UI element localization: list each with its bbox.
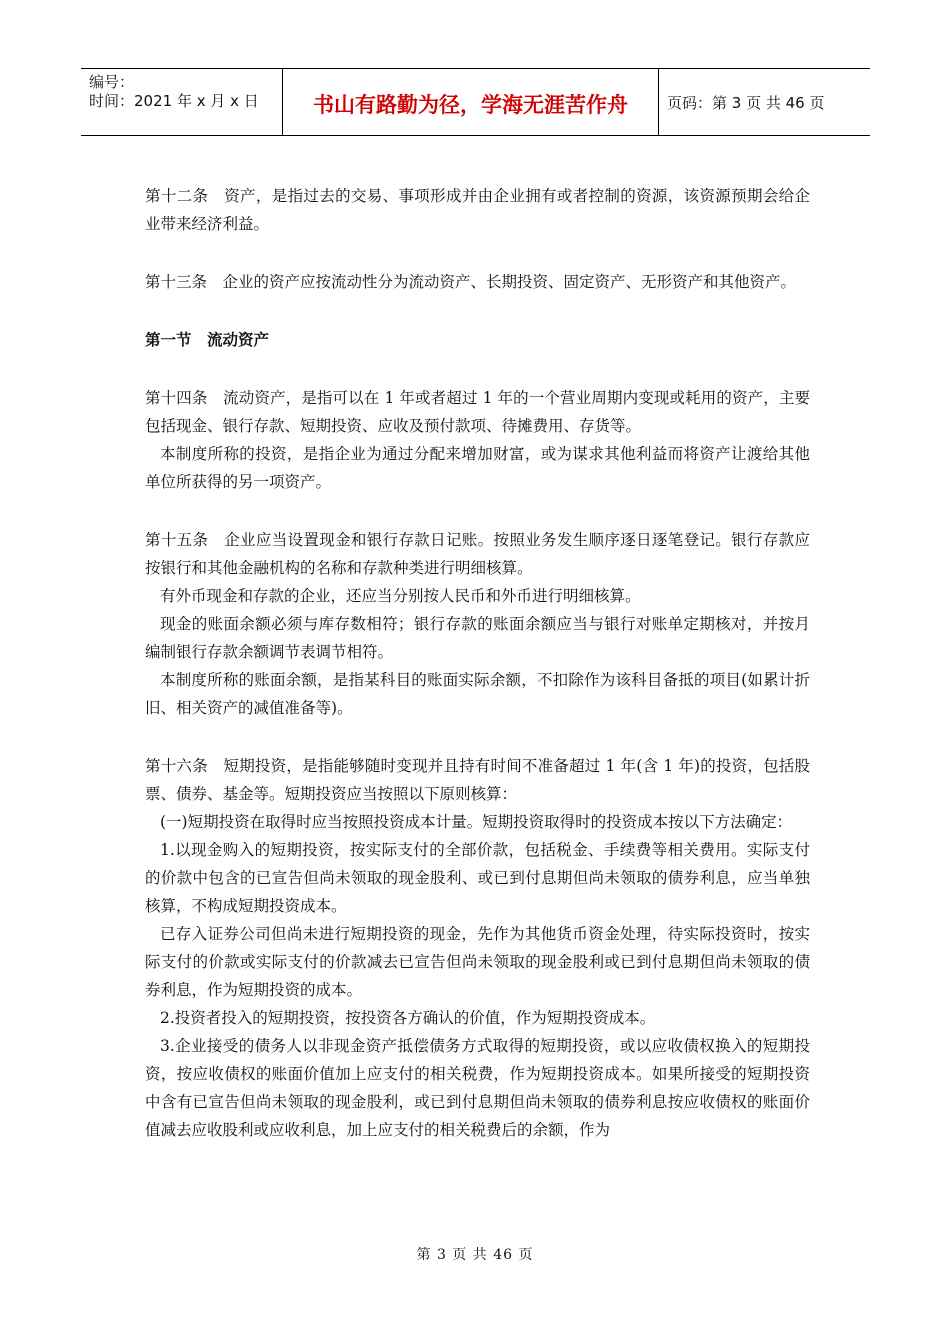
article-16: 第十六条 短期投资，是指能够随时变现并且持有时间不准备超过 1 年(含 1 年)的投资，包括股票、债券、基金等。短期投资应当按照以下原则核算： — [145, 757, 810, 803]
serial-label: 编号： — [89, 73, 135, 91]
article-16-paragraph: 已存入证券公司但尚未进行短期投资的现金，先作为其他货币资金处理，待实际投资时，按实际支付的价款或实际支付的价款减去已宣告但尚未领取的现金股利或已到付息期但尚未领取的债券利息，作为短期投资的成本。 — [145, 925, 810, 999]
article-15-paragraph: 本制度所称的账面余额，是指某科目的账面实际余额，不扣除作为该科目备抵的项目(如累计折旧、相关资产的减值准备等)。 — [145, 671, 810, 717]
article-15-paragraph: 现金的账面余额必须与库存数相符；银行存款的账面余额应当与银行对账单定期核对，并按月编制银行存款余额调节表调节相符。 — [145, 615, 810, 661]
date-line: 时间：2021 年 x 月 x 日 — [89, 92, 259, 110]
article-15-paragraph: 有外币现金和存款的企业，还应当分别按人民币和外币进行明细核算。 — [160, 587, 641, 605]
article-16-paragraph: 3.企业接受的债务人以非现金资产抵偿债务方式取得的短期投资，或以应收债权换入的短期投资，按应收债权的账面价值加上应支付的相关税费，作为短期投资成本。如果所接受的短期投资中含有已宣告但尚未领取的现金股利，或已到付息期但尚未领取的债券利息按应收债权的账面价值减去应收股利或应收利息，加上应支付的相关税费后的余额，作为 — [145, 1037, 810, 1139]
section-heading: 第一节 流动资产 — [145, 330, 270, 349]
article-15: 第十五条 企业应当设置现金和银行存款日记账。按照业务发生顺序逐日逐笔登记。银行存款应按银行和其他金融机构的名称和存款种类进行明细核算。 — [145, 531, 810, 577]
page-header — [81, 68, 870, 136]
header-meta — [81, 69, 283, 135]
document-body — [145, 182, 810, 1144]
article-12: 第十二条 资产，是指过去的交易、事项形成并由企业拥有或者控制的资源，该资源预期会给企业带来经济利益。 — [145, 187, 810, 233]
article-16-paragraph: 2.投资者投入的短期投资，按投资各方确认的价值，作为短期投资成本。 — [160, 1009, 656, 1027]
page-footer: 第 3 页 共 46 页 — [416, 1247, 534, 1263]
header-motto: 书山有路勤为径，学海无涯苦作舟 — [283, 69, 659, 135]
article-14-paragraph: 本制度所称的投资，是指企业为通过分配来增加财富，或为谋求其他利益而将资产让渡给其他单位所获得的另一项资产。 — [145, 445, 810, 491]
article-14: 第十四条 流动资产，是指可以在 1 年或者超过 1 年的一个营业周期内变现或耗用的资产，主要包括现金、银行存款、短期投资、应收及预付款项、待摊费用、存货等。 — [145, 389, 810, 435]
article-16-paragraph: (一)短期投资在取得时应当按照投资成本计量。短期投资取得时的投资成本按以下方法确定： — [160, 813, 793, 831]
header-page-info: 页码：第 3 页 共 46 页 — [667, 93, 825, 112]
article-13: 第十三条 企业的资产应按流动性分为流动资产、长期投资、固定资产、无形资产和其他资产。 — [145, 273, 797, 291]
article-16-paragraph: 1.以现金购入的短期投资，按实际支付的全部价款，包括税金、手续费等相关费用。实际支付的价款中包含的已宣告但尚未领取的现金股利、或已到付息期但尚未领取的债券利息，应当单独核算，不构成短期投资成本。 — [145, 841, 810, 915]
